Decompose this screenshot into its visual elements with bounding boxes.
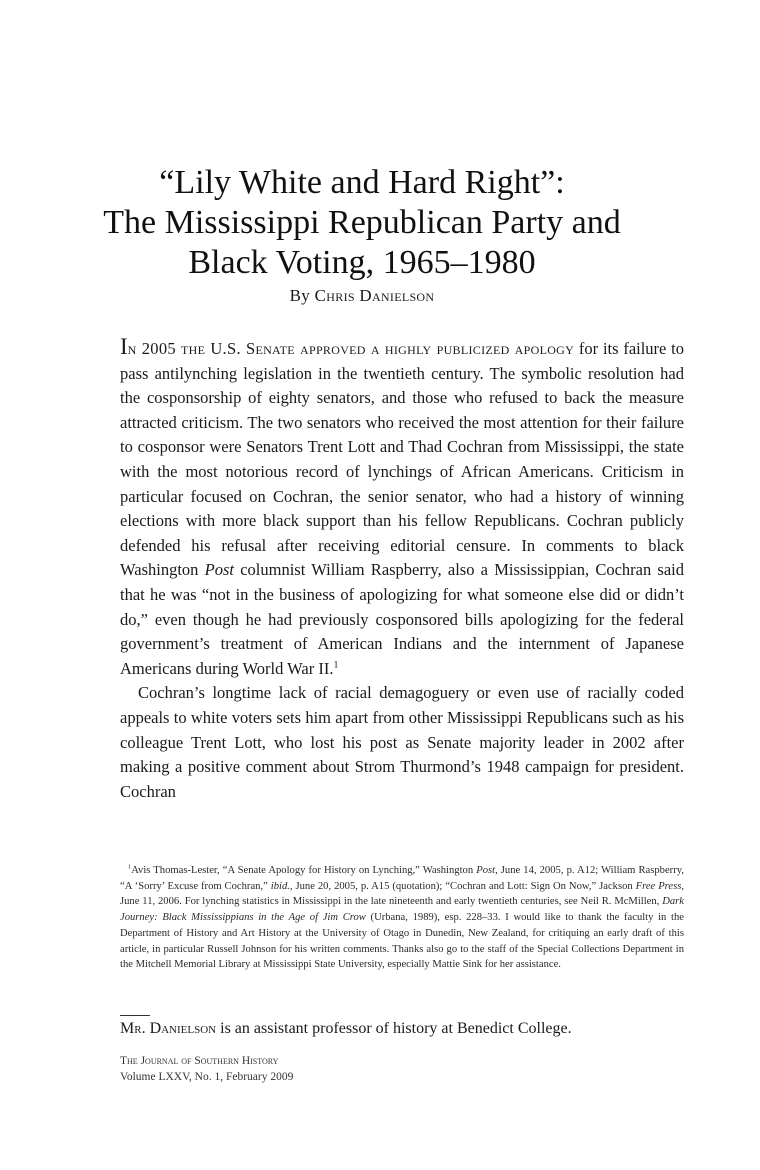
- article-body: [120, 335, 684, 804]
- author-note: [120, 1020, 684, 1038]
- footnote-marker[interactable]: 1: [333, 659, 339, 671]
- footnote-text: Avis Thomas-Lester, “A Senate Apology for History on Lynching,” Washington: [131, 865, 477, 876]
- footnote-text: , June 11, 2006. For lynching statistics in Mississippi in the late nineteenth and early twentieth centuries, see Neil R. McMillen,: [120, 880, 684, 908]
- journal-volume: Volume LXXV, No. 1, February 2009: [120, 1070, 294, 1083]
- body-text-run: columnist William Raspberry, also a Mississippian, Cochran said that he was “not in the business of apologizing for what someone else did or didn’t do,” even though he had previously cosponsored bills apologizing for the federal government’s treatment of American Indians and the internment of Japanese Americans during World War II.: [120, 560, 685, 678]
- author-name: Chris Danielson: [314, 286, 435, 305]
- author-note-text: is an assistant professor of history at Benedict College.: [216, 1020, 572, 1037]
- footnote-number: 1: [128, 863, 132, 871]
- newspaper-title: Post: [204, 560, 234, 580]
- drop-cap: I: [120, 334, 128, 359]
- byline: [0, 286, 742, 306]
- body-paragraph-2: Cochran’s longtime lack of racial demagoguery or even use of racially coded appeals to white voters sets him apart from other Mississippi Republicans such as his colleague Trent Lott, who lost his post as Senate majority leader in 2002 after making a positive comment about Strom Thurmond’s 1948 campaign for president. Cochran: [120, 683, 684, 801]
- footnote-text: , June 14, 2005, p. A12; William Raspberry, “A ‘Sorry’ Excuse from Cochran,”: [120, 865, 684, 892]
- article-title-line-1: “Lily White and Hard Right”:: [159, 164, 565, 201]
- byline-prefix: By: [289, 286, 311, 305]
- lead-in-small-caps: n 2005 the U.S. Senate approved a highly publicized apology: [127, 339, 575, 358]
- body-paragraph-1: [120, 335, 684, 681]
- footnote-text: , June 20, 2005, p. A15 (quotation); “Cochran and Lott: Sign On Now,” Jackson: [289, 880, 636, 892]
- article-title-line-3: Black Voting, 1965–1980: [188, 244, 536, 281]
- footnote-text: (Urbana, 1989), esp. 228–33. I would like to thank the faculty in the Department of History and Art History at the University of Otago in Dunedin, New Zealand, for critiquing an early draft of this article, in particular Russell Johnson for his written comments. Thanks also go to the staff of the Special Collections Department in the Mitchell Memorial Library at Mississippi State University, especially Mattie Sink for her assistance.: [120, 912, 684, 971]
- journal-info: [120, 1054, 684, 1085]
- footnote-italic: Free Press: [635, 880, 682, 892]
- footnote-divider: [120, 1015, 150, 1016]
- footnotes: [120, 863, 684, 973]
- footnote-italic: Dark Journey: Black Mississippians in the Age of Jim Crow: [120, 896, 684, 924]
- article-title-line-2: The Mississippi Republican Party and: [103, 204, 621, 241]
- journal-name: The Journal of Southern History: [120, 1055, 279, 1067]
- body-text-run: for its failure to pass antilynching legislation in the twentieth century. The symbolic resolution had the cosponsorship of eighty senators, and those who refused to back the measure attracted criticism. The two senators who received the most attention for their failure to cosponsor were Senators Trent Lott and Thad Cochran from Mississippi, the state with the most notorious record of lynchings of African Americans. Criticism in particular focused on Cochran, the senior senator, who had a history of winning elections with more black support than his fellow Republicans. Cochran publicly defended his refusal after receiving editorial censure. In comments to black Washington: [120, 339, 685, 580]
- author-note-name: Mr. Danielson: [120, 1020, 217, 1037]
- footnote-italic: Post: [476, 865, 496, 876]
- footnote-italic: ibid.: [270, 880, 290, 892]
- footnote-1: [120, 863, 684, 973]
